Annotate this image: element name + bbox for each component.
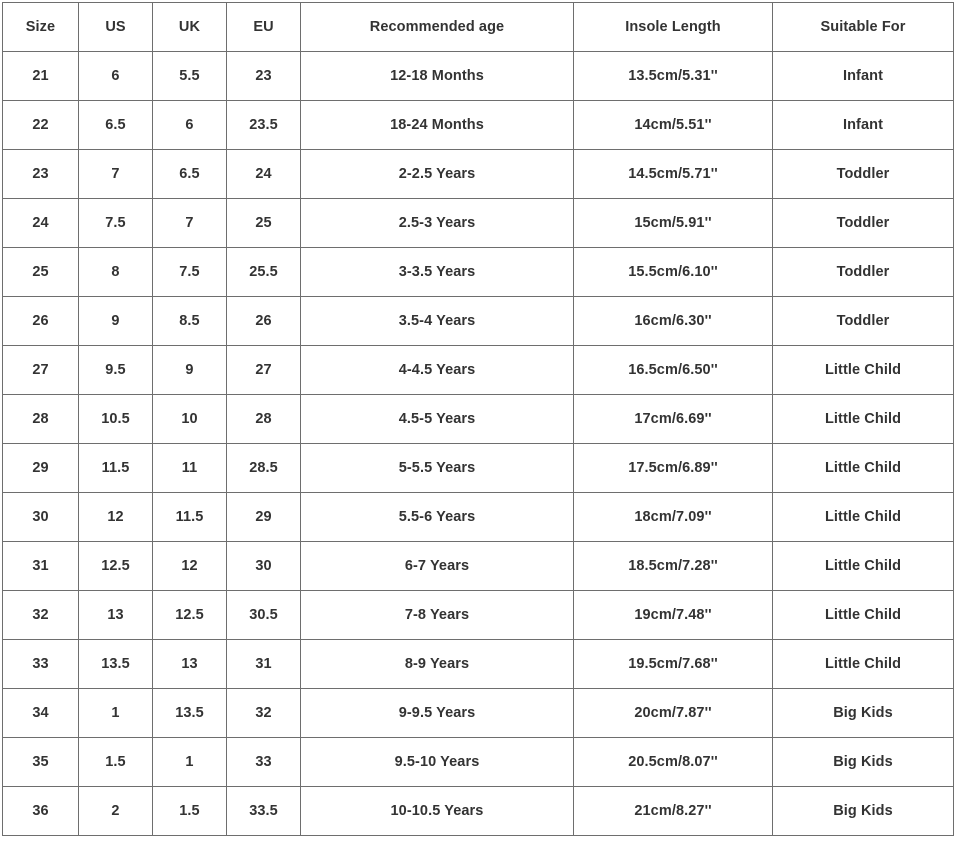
cell-uk: 7: [153, 199, 227, 248]
column-header-suitable-for: Suitable For: [773, 3, 954, 52]
cell-insole-length: 18cm/7.09'': [574, 493, 773, 542]
cell-us: 13.5: [79, 640, 153, 689]
cell-size: 35: [3, 738, 79, 787]
cell-size: 30: [3, 493, 79, 542]
table-row: [3, 738, 954, 787]
cell-size: 28: [3, 395, 79, 444]
cell-insole-length: 15cm/5.91'': [574, 199, 773, 248]
cell-size: 34: [3, 689, 79, 738]
cell-uk: 6: [153, 101, 227, 150]
cell-us: 7.5: [79, 199, 153, 248]
table-row: [3, 199, 954, 248]
cell-us: 9: [79, 297, 153, 346]
cell-recommended-age: 10-10.5 Years: [301, 787, 574, 836]
cell-size: 26: [3, 297, 79, 346]
cell-us: 6: [79, 52, 153, 101]
cell-eu: 23: [227, 52, 301, 101]
cell-insole-length: 20.5cm/8.07'': [574, 738, 773, 787]
cell-recommended-age: 18-24 Months: [301, 101, 574, 150]
table-row: [3, 542, 954, 591]
cell-insole-length: 13.5cm/5.31'': [574, 52, 773, 101]
cell-uk: 8.5: [153, 297, 227, 346]
cell-recommended-age: 4-4.5 Years: [301, 346, 574, 395]
table-row: [3, 395, 954, 444]
cell-uk: 11: [153, 444, 227, 493]
cell-eu: 25: [227, 199, 301, 248]
cell-insole-length: 18.5cm/7.28'': [574, 542, 773, 591]
cell-insole-length: 21cm/8.27'': [574, 787, 773, 836]
cell-eu: 24: [227, 150, 301, 199]
cell-recommended-age: 5-5.5 Years: [301, 444, 574, 493]
cell-recommended-age: 12-18 Months: [301, 52, 574, 101]
cell-uk: 13.5: [153, 689, 227, 738]
cell-uk: 6.5: [153, 150, 227, 199]
cell-insole-length: 17.5cm/6.89'': [574, 444, 773, 493]
cell-size: 21: [3, 52, 79, 101]
table-row: [3, 346, 954, 395]
cell-uk: 11.5: [153, 493, 227, 542]
cell-recommended-age: 3.5-4 Years: [301, 297, 574, 346]
cell-size: 27: [3, 346, 79, 395]
cell-uk: 1: [153, 738, 227, 787]
table-row: [3, 493, 954, 542]
cell-suitable-for: Infant: [773, 101, 954, 150]
column-header-us: US: [79, 3, 153, 52]
cell-size: 25: [3, 248, 79, 297]
cell-recommended-age: 3-3.5 Years: [301, 248, 574, 297]
size-chart-table: [2, 2, 954, 836]
table-row: [3, 297, 954, 346]
cell-insole-length: 14.5cm/5.71'': [574, 150, 773, 199]
cell-us: 11.5: [79, 444, 153, 493]
table-body: [3, 52, 954, 836]
cell-uk: 13: [153, 640, 227, 689]
column-header-uk: UK: [153, 3, 227, 52]
cell-recommended-age: 7-8 Years: [301, 591, 574, 640]
cell-us: 8: [79, 248, 153, 297]
cell-insole-length: 17cm/6.69'': [574, 395, 773, 444]
cell-insole-length: 15.5cm/6.10'': [574, 248, 773, 297]
cell-us: 7: [79, 150, 153, 199]
table-row: [3, 101, 954, 150]
cell-eu: 33.5: [227, 787, 301, 836]
cell-recommended-age: 9-9.5 Years: [301, 689, 574, 738]
cell-eu: 32: [227, 689, 301, 738]
cell-uk: 1.5: [153, 787, 227, 836]
cell-eu: 23.5: [227, 101, 301, 150]
cell-size: 24: [3, 199, 79, 248]
cell-recommended-age: 9.5-10 Years: [301, 738, 574, 787]
cell-suitable-for: Little Child: [773, 542, 954, 591]
cell-suitable-for: Big Kids: [773, 787, 954, 836]
cell-uk: 7.5: [153, 248, 227, 297]
cell-suitable-for: Big Kids: [773, 738, 954, 787]
cell-recommended-age: 4.5-5 Years: [301, 395, 574, 444]
cell-suitable-for: Little Child: [773, 395, 954, 444]
cell-uk: 12.5: [153, 591, 227, 640]
cell-uk: 5.5: [153, 52, 227, 101]
table-header: [3, 3, 954, 52]
cell-eu: 33: [227, 738, 301, 787]
cell-uk: 10: [153, 395, 227, 444]
cell-size: 23: [3, 150, 79, 199]
cell-us: 1: [79, 689, 153, 738]
cell-us: 12: [79, 493, 153, 542]
cell-insole-length: 16cm/6.30'': [574, 297, 773, 346]
cell-eu: 31: [227, 640, 301, 689]
table-row: [3, 640, 954, 689]
cell-eu: 28: [227, 395, 301, 444]
column-header-recommended-age: Recommended age: [301, 3, 574, 52]
cell-insole-length: 14cm/5.51'': [574, 101, 773, 150]
cell-suitable-for: Little Child: [773, 640, 954, 689]
cell-recommended-age: 5.5-6 Years: [301, 493, 574, 542]
table-row: [3, 150, 954, 199]
cell-suitable-for: Toddler: [773, 297, 954, 346]
cell-uk: 12: [153, 542, 227, 591]
cell-uk: 9: [153, 346, 227, 395]
cell-recommended-age: 2.5-3 Years: [301, 199, 574, 248]
cell-eu: 27: [227, 346, 301, 395]
cell-insole-length: 19.5cm/7.68'': [574, 640, 773, 689]
cell-us: 12.5: [79, 542, 153, 591]
cell-eu: 25.5: [227, 248, 301, 297]
cell-suitable-for: Toddler: [773, 150, 954, 199]
cell-suitable-for: Little Child: [773, 444, 954, 493]
cell-suitable-for: Little Child: [773, 493, 954, 542]
cell-suitable-for: Toddler: [773, 248, 954, 297]
cell-size: 22: [3, 101, 79, 150]
table-row: [3, 591, 954, 640]
column-header-insole-length: Insole Length: [574, 3, 773, 52]
table-row: [3, 52, 954, 101]
cell-us: 6.5: [79, 101, 153, 150]
cell-recommended-age: 2-2.5 Years: [301, 150, 574, 199]
cell-eu: 29: [227, 493, 301, 542]
cell-size: 29: [3, 444, 79, 493]
table-row: [3, 444, 954, 493]
column-header-size: Size: [3, 3, 79, 52]
table-row: [3, 787, 954, 836]
cell-recommended-age: 8-9 Years: [301, 640, 574, 689]
table-row: [3, 689, 954, 738]
cell-suitable-for: Toddler: [773, 199, 954, 248]
cell-us: 10.5: [79, 395, 153, 444]
cell-eu: 26: [227, 297, 301, 346]
cell-insole-length: 16.5cm/6.50'': [574, 346, 773, 395]
cell-eu: 30: [227, 542, 301, 591]
cell-us: 2: [79, 787, 153, 836]
cell-insole-length: 19cm/7.48'': [574, 591, 773, 640]
cell-size: 31: [3, 542, 79, 591]
cell-eu: 28.5: [227, 444, 301, 493]
cell-us: 13: [79, 591, 153, 640]
cell-size: 33: [3, 640, 79, 689]
cell-suitable-for: Little Child: [773, 346, 954, 395]
header-row: [3, 3, 954, 52]
cell-suitable-for: Little Child: [773, 591, 954, 640]
cell-us: 1.5: [79, 738, 153, 787]
cell-us: 9.5: [79, 346, 153, 395]
cell-suitable-for: Big Kids: [773, 689, 954, 738]
cell-insole-length: 20cm/7.87'': [574, 689, 773, 738]
cell-recommended-age: 6-7 Years: [301, 542, 574, 591]
cell-size: 32: [3, 591, 79, 640]
cell-eu: 30.5: [227, 591, 301, 640]
cell-size: 36: [3, 787, 79, 836]
column-header-eu: EU: [227, 3, 301, 52]
table-row: [3, 248, 954, 297]
cell-suitable-for: Infant: [773, 52, 954, 101]
